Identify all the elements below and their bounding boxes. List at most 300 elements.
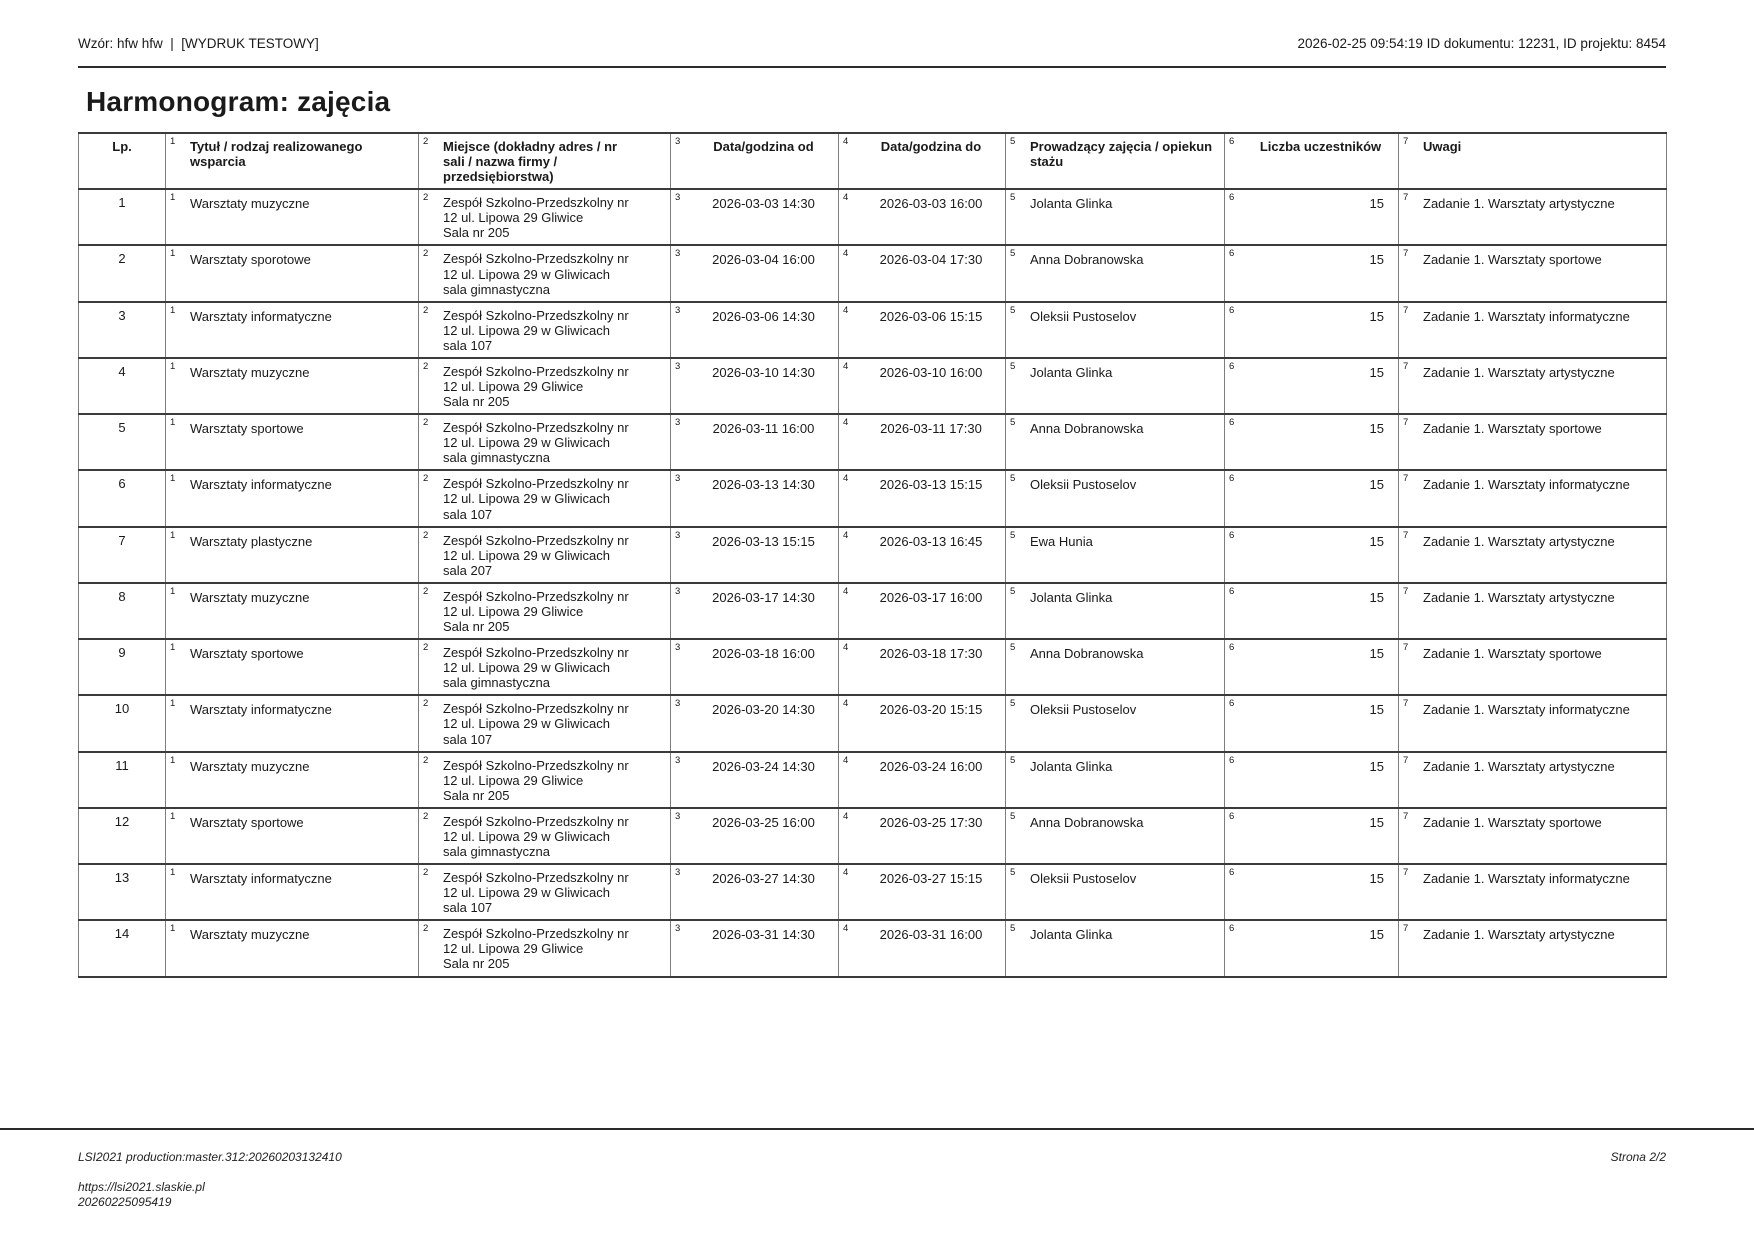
cell-place-text: Zespół Szkolno-Przedszkolny nr 12 ul. Lipowa 29 w Gliwicach sala 107 [443, 307, 629, 353]
cell-leader [1006, 414, 1225, 470]
table-row [79, 808, 1667, 864]
cell-participants [1225, 414, 1399, 470]
cell-date-from [671, 808, 839, 864]
cell-participants [1225, 920, 1399, 976]
column-marker-1: 1 [170, 136, 176, 147]
cell-marker: 4 [843, 529, 849, 541]
cell-leader-text: Ewa Hunia [1030, 533, 1093, 549]
cell-notes [1399, 302, 1667, 358]
cell-place-text: Zespół Szkolno-Przedszkolny nr 12 ul. Lipowa 29 w Gliwicach sala gimnastyczna [443, 251, 629, 297]
row-number: 12 [114, 813, 130, 829]
cell-participants-text: 15 [1369, 702, 1384, 718]
cell-date-from-text: 2026-03-31 14:30 [712, 927, 815, 943]
cell-notes-text: Zadanie 1. Warsztaty artystyczne [1423, 533, 1615, 549]
cell-title-text: Warsztaty informatyczne [190, 308, 332, 324]
cell-marker: 4 [843, 585, 849, 597]
cell-marker: 5 [1010, 304, 1016, 316]
cell-marker: 2 [423, 417, 429, 429]
cell-title-text: Warsztaty informatyczne [190, 477, 332, 493]
cell-participants-text: 15 [1369, 927, 1384, 943]
cell-marker: 4 [843, 360, 849, 372]
cell-lp [79, 414, 166, 470]
row-number: 7 [118, 532, 126, 548]
cell-date-to-text: 2026-03-04 17:30 [879, 252, 983, 268]
cell-leader [1006, 527, 1225, 583]
table-row [79, 695, 1667, 751]
cell-leader [1006, 302, 1225, 358]
cell-date-to [839, 245, 1006, 301]
cell-place-text: Zespół Szkolno-Przedszkolny nr 12 ul. Lipowa 29 w Gliwicach sala 107 [443, 476, 629, 522]
cell-date-from [671, 695, 839, 751]
row-number: 3 [118, 307, 126, 323]
cell-leader-text: Jolanta Glinka [1030, 758, 1113, 774]
cell-marker: 7 [1403, 754, 1409, 766]
row-number: 11 [115, 757, 129, 773]
footer-line [78, 1150, 1666, 1164]
cell-date-to-text: 2026-03-25 17:30 [879, 814, 983, 830]
cell-marker: 7 [1403, 923, 1409, 935]
cell-marker: 3 [675, 529, 681, 541]
column-header-title-label: Tytuł / rodzaj realizowanego wsparcia [190, 139, 363, 170]
cell-title [166, 245, 419, 301]
cell-marker: 4 [843, 642, 849, 654]
cell-participants-text: 15 [1369, 308, 1384, 324]
cell-marker: 3 [675, 642, 681, 654]
cell-date-from [671, 358, 839, 414]
cell-marker: 1 [170, 248, 176, 260]
cell-marker: 4 [843, 754, 849, 766]
cell-date-to [839, 470, 1006, 526]
cell-marker: 5 [1010, 867, 1016, 879]
row-number: 8 [118, 588, 126, 604]
cell-marker: 2 [423, 360, 429, 372]
cell-participants [1225, 358, 1399, 414]
column-marker-3: 3 [675, 136, 681, 147]
schedule-table-body [79, 189, 1667, 976]
cell-participants [1225, 245, 1399, 301]
cell-date-from-text: 2026-03-27 14:30 [712, 871, 815, 887]
row-number: 4 [118, 363, 126, 379]
cell-leader-text: Jolanta Glinka [1030, 927, 1113, 943]
cell-leader-text: Anna Dobranowska [1030, 814, 1144, 830]
cell-leader-text: Anna Dobranowska [1030, 252, 1144, 268]
table-row [79, 245, 1667, 301]
row-number: 9 [118, 645, 126, 661]
cell-participants [1225, 527, 1399, 583]
column-header-lp-label: Lp. [112, 139, 132, 154]
column-marker-6: 6 [1229, 136, 1235, 147]
cell-notes-text: Zadanie 1. Warsztaty artystyczne [1423, 196, 1615, 212]
cell-title [166, 752, 419, 808]
column-header-date-from-label: Data/godzina od [713, 139, 814, 154]
cell-place [419, 920, 671, 976]
header-divider [78, 66, 1666, 68]
cell-marker: 1 [170, 867, 176, 879]
cell-place [419, 302, 671, 358]
cell-date-to [839, 527, 1006, 583]
cell-place-text: Zespół Szkolno-Przedszkolny nr 12 ul. Lipowa 29 w Gliwicach sala gimnastyczna [443, 813, 629, 859]
cell-date-to-text: 2026-03-17 16:00 [879, 589, 983, 605]
cell-date-from [671, 302, 839, 358]
cell-participants-text: 15 [1369, 196, 1384, 212]
cell-date-from-text: 2026-03-13 14:30 [712, 477, 815, 493]
header-template-label: Wzór: hfw hfw | [WYDRUK TESTOWY] [78, 36, 319, 51]
cell-date-from [671, 470, 839, 526]
cell-leader [1006, 808, 1225, 864]
cell-date-to [839, 302, 1006, 358]
cell-leader-text: Oleksii Pustoselov [1030, 477, 1137, 493]
table-row [79, 752, 1667, 808]
cell-place-text: Zespół Szkolno-Przedszkolny nr 12 ul. Lipowa 29 w Gliwicach sala 107 [443, 701, 629, 747]
table-row [79, 189, 1667, 245]
row-number: 5 [118, 420, 126, 436]
column-header-participants [1225, 133, 1399, 189]
cell-marker: 7 [1403, 867, 1409, 879]
cell-date-from-text: 2026-03-06 14:30 [712, 308, 815, 324]
cell-participants [1225, 808, 1399, 864]
cell-place [419, 414, 671, 470]
cell-date-from-text: 2026-03-20 14:30 [712, 702, 815, 718]
cell-marker: 1 [170, 529, 176, 541]
cell-date-to-text: 2026-03-10 16:00 [879, 364, 983, 380]
cell-notes [1399, 752, 1667, 808]
cell-marker: 5 [1010, 529, 1016, 541]
cell-marker: 5 [1010, 698, 1016, 710]
table-row [79, 414, 1667, 470]
cell-title [166, 808, 419, 864]
cell-title-text: Warsztaty muzyczne [190, 927, 310, 943]
cell-date-to [839, 864, 1006, 920]
cell-notes-text: Zadanie 1. Warsztaty artystyczne [1423, 927, 1615, 943]
cell-marker: 4 [843, 304, 849, 316]
cell-marker: 1 [170, 360, 176, 372]
cell-marker: 1 [170, 192, 176, 204]
row-number: 14 [114, 926, 130, 942]
cell-title [166, 302, 419, 358]
cell-marker: 6 [1229, 248, 1235, 260]
cell-date-to [839, 920, 1006, 976]
table-header-row [79, 133, 1667, 189]
cell-notes-text: Zadanie 1. Warsztaty artystyczne [1423, 589, 1615, 605]
cell-marker: 2 [423, 754, 429, 766]
cell-title [166, 583, 419, 639]
footer-generator-version: LSI2021 production:master.312:20260203132410 [78, 1150, 342, 1164]
cell-date-to-text: 2026-03-27 15:15 [879, 871, 983, 887]
cell-marker: 1 [170, 585, 176, 597]
schedule-table [78, 132, 1667, 978]
cell-leader [1006, 583, 1225, 639]
column-header-notes-label: Uwagi [1423, 139, 1462, 154]
table-row [79, 358, 1667, 414]
cell-leader-text: Anna Dobranowska [1030, 421, 1144, 437]
cell-participants [1225, 639, 1399, 695]
table-row [79, 470, 1667, 526]
cell-date-from [671, 527, 839, 583]
cell-marker: 2 [423, 698, 429, 710]
cell-participants-text: 15 [1369, 814, 1384, 830]
cell-notes [1399, 358, 1667, 414]
cell-leader [1006, 358, 1225, 414]
cell-marker: 3 [675, 754, 681, 766]
cell-lp [79, 470, 166, 526]
cell-marker: 7 [1403, 304, 1409, 316]
cell-lp [79, 302, 166, 358]
cell-place [419, 639, 671, 695]
column-marker-5: 5 [1010, 136, 1016, 147]
cell-date-from-text: 2026-03-25 16:00 [712, 814, 815, 830]
cell-date-to [839, 639, 1006, 695]
cell-date-from [671, 583, 839, 639]
cell-title-text: Warsztaty sporotowe [190, 252, 311, 268]
cell-date-to-text: 2026-03-31 16:00 [879, 927, 983, 943]
table-row [79, 639, 1667, 695]
cell-place [419, 358, 671, 414]
cell-marker: 4 [843, 473, 849, 485]
cell-date-to-text: 2026-03-13 15:15 [879, 477, 983, 493]
cell-place [419, 245, 671, 301]
cell-marker: 1 [170, 754, 176, 766]
column-header-date-to-label: Data/godzina do [880, 139, 982, 154]
cell-marker: 1 [170, 304, 176, 316]
cell-marker: 3 [675, 192, 681, 204]
cell-participants-text: 15 [1369, 477, 1384, 493]
cell-notes [1399, 414, 1667, 470]
cell-leader [1006, 752, 1225, 808]
cell-place [419, 752, 671, 808]
cell-date-to-text: 2026-03-20 15:15 [879, 702, 983, 718]
cell-participants [1225, 470, 1399, 526]
cell-participants-text: 15 [1369, 646, 1384, 662]
cell-date-to-text: 2026-03-11 17:30 [880, 421, 982, 437]
cell-marker: 6 [1229, 642, 1235, 654]
cell-marker: 1 [170, 698, 176, 710]
cell-marker: 7 [1403, 473, 1409, 485]
cell-notes-text: Zadanie 1. Warsztaty informatyczne [1423, 477, 1630, 493]
cell-date-from-text: 2026-03-11 16:00 [712, 421, 815, 437]
cell-marker: 6 [1229, 698, 1235, 710]
cell-marker: 2 [423, 585, 429, 597]
cell-marker: 5 [1010, 754, 1016, 766]
cell-date-from-text: 2026-03-03 14:30 [712, 196, 815, 212]
cell-marker: 2 [423, 304, 429, 316]
cell-title [166, 864, 419, 920]
cell-date-to [839, 414, 1006, 470]
cell-leader [1006, 920, 1225, 976]
row-number: 13 [114, 870, 130, 886]
cell-marker: 7 [1403, 417, 1409, 429]
page-title: Harmonogram: zajęcia [86, 86, 391, 117]
cell-marker: 2 [423, 810, 429, 822]
cell-notes [1399, 470, 1667, 526]
cell-date-to-text: 2026-03-06 15:15 [879, 308, 983, 324]
cell-leader [1006, 639, 1225, 695]
cell-place [419, 808, 671, 864]
cell-marker: 5 [1010, 248, 1016, 260]
cell-leader-text: Jolanta Glinka [1030, 589, 1113, 605]
cell-participants-text: 15 [1369, 252, 1384, 268]
cell-notes-text: Zadanie 1. Warsztaty sportowe [1423, 252, 1602, 268]
footer-timestamp: 20260225095419 [78, 1195, 172, 1209]
cell-title [166, 639, 419, 695]
column-header-place [419, 133, 671, 189]
cell-lp [79, 245, 166, 301]
cell-marker: 2 [423, 473, 429, 485]
cell-place [419, 695, 671, 751]
cell-lp [79, 189, 166, 245]
cell-leader [1006, 245, 1225, 301]
cell-marker: 4 [843, 248, 849, 260]
cell-leader [1006, 470, 1225, 526]
cell-notes [1399, 245, 1667, 301]
table-row [79, 527, 1667, 583]
cell-notes-text: Zadanie 1. Warsztaty informatyczne [1423, 871, 1630, 887]
cell-lp [79, 358, 166, 414]
cell-place [419, 470, 671, 526]
cell-date-to [839, 189, 1006, 245]
cell-date-from-text: 2026-03-10 14:30 [712, 364, 815, 380]
cell-marker: 6 [1229, 192, 1235, 204]
cell-lp [79, 752, 166, 808]
cell-marker: 5 [1010, 642, 1016, 654]
cell-date-from [671, 920, 839, 976]
cell-marker: 5 [1010, 585, 1016, 597]
cell-title-text: Warsztaty plastyczne [190, 533, 313, 549]
cell-date-from [671, 639, 839, 695]
cell-title-text: Warsztaty sportowe [190, 814, 304, 830]
cell-marker: 4 [843, 698, 849, 710]
column-marker-4: 4 [843, 136, 849, 147]
cell-leader-text: Anna Dobranowska [1030, 646, 1144, 662]
cell-marker: 4 [843, 867, 849, 879]
cell-place-text: Zespół Szkolno-Przedszkolny nr 12 ul. Lipowa 29 w Gliwicach sala gimnastyczna [443, 420, 629, 466]
cell-marker: 1 [170, 923, 176, 935]
cell-leader-text: Jolanta Glinka [1030, 364, 1113, 380]
cell-marker: 5 [1010, 923, 1016, 935]
cell-marker: 2 [423, 529, 429, 541]
cell-date-from [671, 245, 839, 301]
cell-marker: 2 [423, 923, 429, 935]
cell-leader [1006, 695, 1225, 751]
cell-title-text: Warsztaty muzyczne [190, 364, 310, 380]
column-header-place-label: Miejsce (dokładny adres / nr sali / nazwa firmy / przedsiębiorstwa) [443, 139, 618, 185]
footer-divider [0, 1128, 1754, 1130]
cell-title [166, 358, 419, 414]
cell-marker: 6 [1229, 585, 1235, 597]
cell-notes [1399, 189, 1667, 245]
document-header [78, 36, 1666, 51]
row-number: 10 [114, 701, 130, 717]
table-row [79, 864, 1667, 920]
cell-marker: 5 [1010, 192, 1016, 204]
column-header-date-from [671, 133, 839, 189]
cell-marker: 1 [170, 810, 176, 822]
column-marker-2: 2 [423, 136, 429, 147]
cell-marker: 6 [1229, 304, 1235, 316]
cell-notes [1399, 527, 1667, 583]
cell-title-text: Warsztaty informatyczne [190, 702, 332, 718]
cell-participants [1225, 302, 1399, 358]
cell-marker: 6 [1229, 867, 1235, 879]
cell-date-to [839, 752, 1006, 808]
cell-title [166, 470, 419, 526]
column-header-leader [1006, 133, 1225, 189]
cell-marker: 5 [1010, 360, 1016, 372]
cell-marker: 6 [1229, 754, 1235, 766]
cell-leader-text: Oleksii Pustoselov [1030, 702, 1137, 718]
table-row [79, 583, 1667, 639]
cell-lp [79, 808, 166, 864]
cell-date-from-text: 2026-03-18 16:00 [712, 646, 815, 662]
cell-lp [79, 639, 166, 695]
row-number: 6 [118, 476, 126, 492]
cell-notes-text: Zadanie 1. Warsztaty sportowe [1423, 421, 1602, 437]
cell-marker: 4 [843, 923, 849, 935]
cell-marker: 6 [1229, 923, 1235, 935]
cell-marker: 1 [170, 473, 176, 485]
cell-marker: 1 [170, 642, 176, 654]
cell-participants [1225, 864, 1399, 920]
cell-participants-text: 15 [1369, 589, 1384, 605]
cell-date-from-text: 2026-03-24 14:30 [712, 758, 815, 774]
cell-date-from-text: 2026-03-13 15:15 [712, 533, 815, 549]
cell-place [419, 527, 671, 583]
cell-lp [79, 695, 166, 751]
cell-date-to [839, 695, 1006, 751]
cell-place-text: Zespół Szkolno-Przedszkolny nr 12 ul. Lipowa 29 Gliwice Sala nr 205 [443, 363, 629, 410]
cell-title-text: Warsztaty sportowe [190, 421, 304, 437]
cell-title-text: Warsztaty muzyczne [190, 758, 310, 774]
cell-marker: 7 [1403, 248, 1409, 260]
cell-marker: 6 [1229, 810, 1235, 822]
cell-date-to [839, 358, 1006, 414]
cell-participants-text: 15 [1369, 533, 1384, 549]
cell-leader [1006, 189, 1225, 245]
cell-marker: 3 [675, 923, 681, 935]
cell-leader-text: Oleksii Pustoselov [1030, 308, 1137, 324]
cell-marker: 5 [1010, 473, 1016, 485]
cell-notes [1399, 695, 1667, 751]
cell-leader-text: Oleksii Pustoselov [1030, 871, 1137, 887]
cell-marker: 6 [1229, 529, 1235, 541]
cell-place [419, 864, 671, 920]
cell-marker: 2 [423, 248, 429, 260]
cell-date-to [839, 583, 1006, 639]
cell-marker: 3 [675, 248, 681, 260]
column-header-participants-label: Liczba uczestników [1259, 139, 1382, 154]
cell-place [419, 189, 671, 245]
cell-date-to-text: 2026-03-03 16:00 [879, 196, 983, 212]
cell-marker: 3 [675, 810, 681, 822]
column-header-leader-label: Prowadzący zajęcia / opiekun stażu [1030, 139, 1213, 170]
cell-participants-text: 15 [1369, 421, 1384, 437]
cell-date-to-text: 2026-03-24 16:00 [879, 758, 983, 774]
cell-date-from [671, 752, 839, 808]
cell-date-to-text: 2026-03-18 17:30 [879, 646, 983, 662]
cell-title-text: Warsztaty muzyczne [190, 589, 310, 605]
cell-place-text: Zespół Szkolno-Przedszkolny nr 12 ul. Lipowa 29 Gliwice Sala nr 205 [443, 588, 629, 635]
cell-marker: 4 [843, 810, 849, 822]
cell-notes [1399, 583, 1667, 639]
cell-marker: 7 [1403, 192, 1409, 204]
cell-participants [1225, 189, 1399, 245]
cell-place-text: Zespół Szkolno-Przedszkolny nr 12 ul. Lipowa 29 Gliwice Sala nr 205 [443, 926, 629, 972]
cell-notes [1399, 808, 1667, 864]
cell-date-from [671, 414, 839, 470]
cell-date-to-text: 2026-03-13 16:45 [879, 533, 983, 549]
cell-date-from [671, 864, 839, 920]
cell-marker: 4 [843, 417, 849, 429]
header-document-ids: 2026-02-25 09:54:19 ID dokumentu: 12231, ID projektu: 8454 [1297, 36, 1666, 51]
